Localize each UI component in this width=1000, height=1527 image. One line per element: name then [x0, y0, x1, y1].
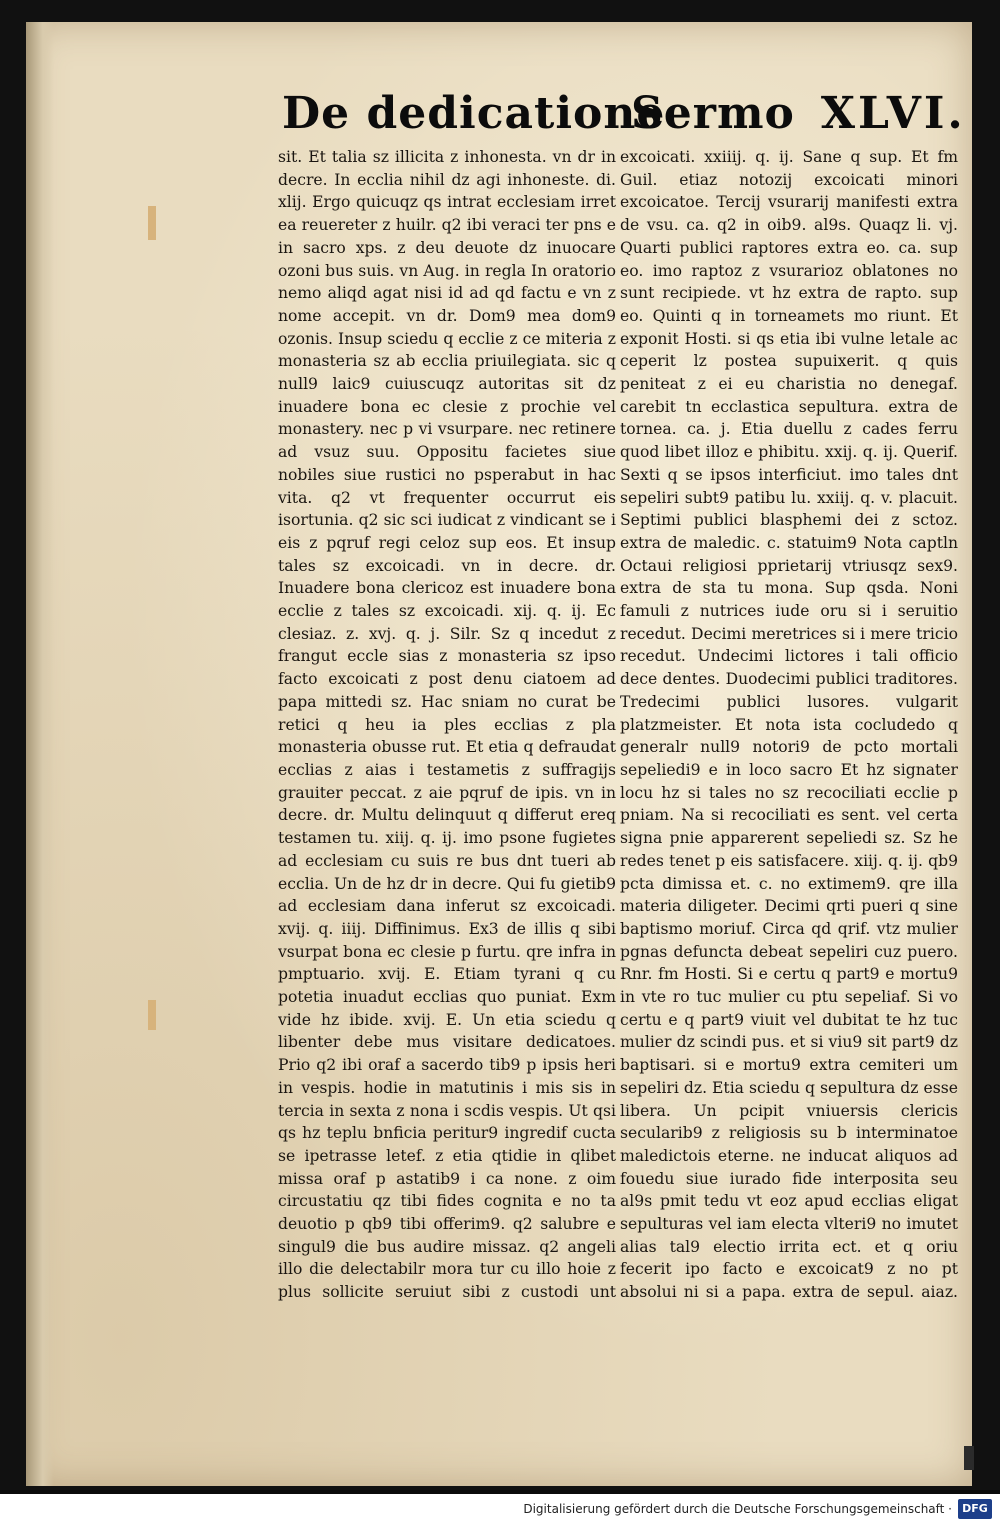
footer-bar	[0, 1494, 1000, 1527]
page-gutter-shadow	[26, 22, 54, 1486]
column-left-text: sit. Et talia sz illicita z inhonesta. vn dr in decre. In ecclia nihil dz agi inhoneste. di. xlij. Ergo quicuqz qs intrat ecclesiam irret ea reuereter z huilr. q2 ibi veraci ter pns e in sacro xps. z deu deuote dz inuocare ozoni bus suis. vn Aug. in regla In oratorio nemo aliqd agat nisi id ad qd factu e vn z nome accepit. vn dr. Dom9 mea dom9 ozonis. Insup sciedu q ecclie z ce miteria z monasteria sz ab ecclia priuilegiata. sic q null9 laic9 cuiuscuqz autoritas sit dz inuadere bona ec clesie z prochie vel monastery. nec p vi vsurpare. nec retinere ad vsuz suu. Oppositu facietes siue nobiles siue rustici no psperabut in hac vita. q2 vt frequenter occurrut eis isortunia. q2 sic sci iudicat z vindicant se i eis z pqruf regi celoz sup eos. Et insup tales sz excoicadi. vn in decre. dr. Inuadere bona clericoz est inuadere bona ecclie z tales sz excoicadi. xij. q. ij. Ec clesiaz. z. xvj. q. j. Silr. Sz q incedut z frangut eccle sias z monasteria sz ipso facto excoicati z post denu ciatoem ad papa mittedi sz. Hac sniam no curat be retici q heu ia ples ecclias z pla monasteria obusse rut. Et etia q defraudat ecclias z aias i testametis z suffragijs grauiter peccat. z aie pqruf de ipis. vn in decre. dr. Multu delinquut q differut ereq testamen tu. xiij. q. ij. imo psone fugietes ad ecclesiam cu suis re bus dnt tueri ab ecclia. Un de hz dr in decre. Qui fu gietib9 ad ecclesiam dana inferut sz excoicadi. xvij. q. iiij. Diffinimus. Ex3 de illis q sibi vsurpat bona ec clesie p furtu. qre infra in pmptuario. xvij. E. Etiam tyrani q cu potetia inuadut ecclias quo puniat. Exm vide hz ibide. xvij. E. Un etia sciedu q libenter debe mus visitare dedicatoes. Prio q2 ibi oraf a sacerdo tib9 p ipsis heri in vespis. hodie in matutinis i mis sis in tercia in sexta z nona i scdis vespis. Ut qsi qs hz teplu bnficia peritur9 ingredif cucta se ipetrasse letef. z etia qtidie in qlibet missa oraf p astatib9 i ca none. z oim circustatiu qz tibi fides cognita e no ta deuotio p qb9 tibi offerim9. q2 salubre e singul9 die bus audire missaz. q2 angeli illo die delectabilr mora tur cu illo hoie z plus sollicite seruiut sibi z custodi unt	[278, 148, 616, 1302]
page-tab-marker-bottom	[148, 1000, 156, 1030]
running-head-right	[631, 88, 966, 139]
page-tab-marker-top	[148, 206, 156, 240]
page-corner-mark	[964, 1446, 974, 1470]
column-right-text: excoicati. xxiiij. q. ij. Sane q sup. Et fm Guil. etiaz notozij excoicati minori excoicatoe. Tercij vsurarij manifesti extra de vsu. ca. q2 in oib9. al9s. Quaqz li. vj. Quarti publici raptores extra eo. ca. sup eo. imo raptoz z vsurarioz oblatones no sunt recipiede. vt hz extra de rapto. sup eo. Quinti q in torneamets mo riunt. Et exponit Hosti. si qs etia ibi vulne letale ac ceperit lz postea supuixerit. q quis peniteat z ei eu charistia no denegaf. carebit tn ecclastica sepultura. extra de tornea. ca. j. Etia duellu z cades ferru quod libet illoz e phibitu. xxij. q. ij. Querif. Sexti q se ipsos interficiut. imo tales dnt sepeliri subt9 patibu lu. xxiij. q. v. placuit. Septimi publici blasphemi dei z sctoz. extra de maledic. c. statuim9 Nota captln Octaui religiosi pprietarij vtriusqz sex9. extra de sta tu mona. Sup qsda. Noni famuli z nutrices iude oru si i seruitio recedut. Decimi meretrices si i mere tricio recedut. Undecimi lictores i tali officio dece dentes. Duodecimi publici traditores. Tredecimi publici lusores. vulgarit platzmeister. Et nota ista cocludedo q generalr null9 notori9 de pcto mortali sepeliedi9 e in loco sacro Et hz signater locu hz si tales no sz recociliati ecclie p pniam. Na si recociliati es sent. vel certa signa pnie apparerent sepeliedi sz. Sz he redes tenet p eis satisfacere. xiij. q. ij. qb9 pcta dimissa et. c. no extimem9. qre illa materia diligeter. Decimi qrti pueri q sine baptismo moriuf. Circa qd qrif. vtz mulier pgnas defuncta debeat sepeliri cuz puero. Rnr. fm Hosti. Si e certu q part9 e mortu9 in vte ro tuc mulier cu ptu sepeliaf. Si vo certu e q part9 viuit vel dubitat te hz tuc mulier dz scindi pus. et si viu9 sit part9 dz baptisari. si e mortu9 extra cemiteri um sepeliri dz. Etia sciedu q sepultura dz esse libera. Un pcipit vniuersis clericis secularib9 z religiosis su b interminatoe maledictois eterne. ne inducat aliquos ad fouedu siue iurado fide interposita seu al9s pmit tedu vt eoz apud ecclias eligat sepulturas vel iam electa vlteri9 no imutet alias tal9 electio irrita ect. et q oriu fecerit ipo facto e excoicat9 z no pt absolui ni si a papa. extra de sepul. aiaz.	[620, 148, 958, 1302]
text-column-left	[278, 146, 616, 1306]
running-head-left	[282, 88, 665, 139]
running-head-right-text: Sermo	[631, 88, 795, 139]
funding-credit: Digitalisierung gefördert durch die Deutsche Forschungsgemeinschaft ·	[523, 1502, 952, 1516]
running-head-left-text: De dedicatione	[282, 88, 666, 139]
text-column-right	[620, 146, 958, 1306]
dfg-logo: DFG	[958, 1499, 992, 1519]
folio-number: XLVI.	[820, 88, 966, 139]
